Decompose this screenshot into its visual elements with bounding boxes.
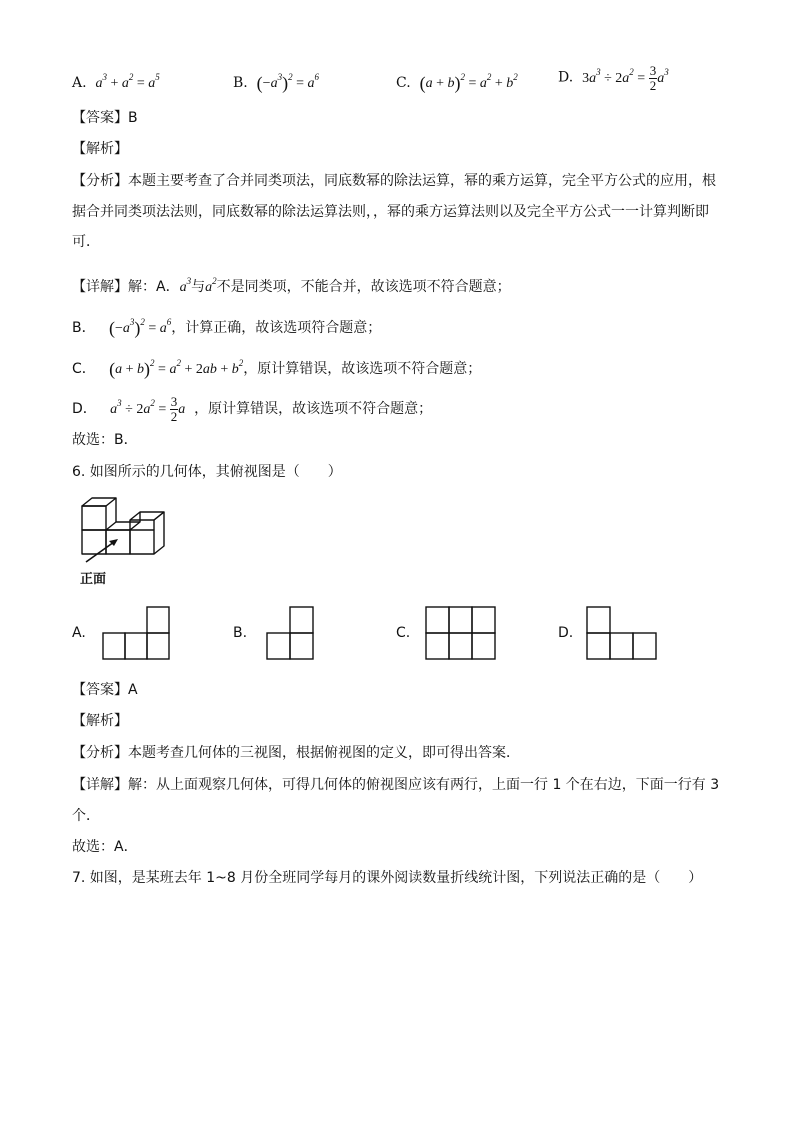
- detail-tag: 【详解】: [72, 279, 128, 295]
- detail-d-text: ，原计算错误，故该选项不符合题意；: [194, 401, 433, 417]
- q6-detail-line1: [72, 775, 719, 795]
- front-arrow: [86, 542, 114, 562]
- detail-text: 解：从上面观察几何体，可得几何体的俯视图应该有两行，上面一行 1 个在右边，下面一行有 3: [128, 777, 720, 793]
- q6-option-a-label: A.: [72, 625, 86, 641]
- q6-stem: 6. 如图所示的几何体，其俯视图是（ ）: [72, 464, 342, 480]
- detail-a-mid: 与: [191, 279, 206, 295]
- detail-a-prefix: 解：A．: [128, 279, 180, 295]
- detail-c-label: C．: [72, 361, 96, 377]
- q5-answer: [72, 108, 138, 128]
- q5-analysis-line1: [72, 171, 716, 191]
- q6-option-b-label: B.: [233, 625, 248, 641]
- upper-cube-front: [82, 506, 106, 530]
- q6-option-d-figure: [585, 606, 659, 662]
- detail-b-text: ，计算正确，故该选项符合题意；: [171, 320, 382, 336]
- option-b-formula: $(-a^3)^2 = a^6$: [256, 72, 319, 93]
- q6-option-b-figure: [265, 606, 317, 662]
- detail-a-text: 不是同类项，不能合并，故该选项不符合题意；: [216, 279, 511, 295]
- q5-option-c: [396, 72, 518, 94]
- detail-b-formula: $(-a^3)^2 = a^6$: [108, 317, 172, 338]
- detail-tag: 【详解】: [72, 777, 128, 793]
- q6-choice: 故选：A．: [72, 839, 138, 855]
- q5-detail-b: [72, 312, 381, 339]
- top-face-left: [82, 498, 116, 506]
- option-d-formula: $3a^3 \div 2a^2$ = $\frac{3}{2}$ $a^3$: [582, 63, 669, 93]
- option-a-formula: $a^3 + a^2 = a^5$: [95, 72, 160, 91]
- detail-b-label: B．: [72, 320, 96, 336]
- detail-c-formula: $(a + b)^2 = a^2 + 2ab + b^2$: [109, 358, 244, 379]
- q6-analysis-header: 【解析】: [72, 713, 128, 729]
- q6-answer: [72, 680, 138, 700]
- option-d-label: D.: [558, 69, 574, 86]
- q5-option-d: [558, 64, 669, 93]
- q5-detail-a: [72, 271, 511, 298]
- q5-option-b: [233, 72, 319, 94]
- q5-analysis-line3: 可．: [72, 234, 100, 250]
- option-a-label: A.: [72, 75, 87, 91]
- analysis-tag: 【分析】: [72, 173, 128, 189]
- q5-detail-d: [72, 393, 432, 424]
- q5-analysis-line2: 据合并同类项法法则，同底数幂的除法运算法则，，幂的乘方运算法则以及完全平方公式一一计算判断即: [72, 204, 709, 220]
- analysis-tag: 【分析】: [72, 745, 128, 761]
- detail-a-term1: $a^3$: [179, 276, 192, 295]
- q6-option-c-label: C.: [396, 625, 411, 641]
- q6-analysis: [72, 743, 520, 763]
- analysis-text: 本题主要考查了合并同类项法，同底数幂的除法运算，幂的乘方运算，完全平方公式的应用，根: [128, 173, 716, 189]
- q6-option-d-label: D.: [558, 625, 574, 641]
- bottom-cube-2: [106, 530, 130, 554]
- top-face-middle: [106, 522, 140, 530]
- answer-value: A: [128, 682, 138, 698]
- q5-analysis-header: 【解析】: [72, 141, 128, 157]
- answer-value: B: [128, 110, 138, 126]
- q6-detail-line2: 个．: [72, 808, 100, 824]
- option-c-label: C.: [396, 75, 411, 91]
- option-b-label: B.: [233, 75, 248, 91]
- answer-tag: 【答案】: [72, 110, 128, 126]
- detail-d-label: D．: [72, 401, 97, 417]
- q5-option-a: [72, 72, 160, 92]
- option-c-formula: $(a + b)^2 = a^2 + b^2$: [419, 72, 518, 93]
- q5-choice: 故选：B．: [72, 432, 138, 448]
- answer-tag: 【答案】: [72, 682, 128, 698]
- bottom-cube-3: [130, 530, 154, 554]
- detail-d-formula: $a^3 \div 2a^2$ = $\frac{3}{2}$ a: [110, 394, 186, 425]
- detail-c-text: ，原计算错误，故该选项不符合题意；: [243, 361, 482, 377]
- analysis-text: 本题考查几何体的三视图，根据俯视图的定义，即可得出答案．: [128, 745, 520, 761]
- detail-a-term2: $a^2$: [205, 276, 217, 295]
- q6-option-a-figure: [101, 606, 171, 662]
- q6-option-c-figure: [424, 604, 498, 664]
- q5-detail-c: [72, 353, 481, 380]
- front-label: 正面: [80, 572, 107, 587]
- q7-stem: 7. 如图，是某班去年 1~8 月份全班同学每月的课外阅读数量折线统计图，下列说法正确的是（ ）: [72, 870, 703, 886]
